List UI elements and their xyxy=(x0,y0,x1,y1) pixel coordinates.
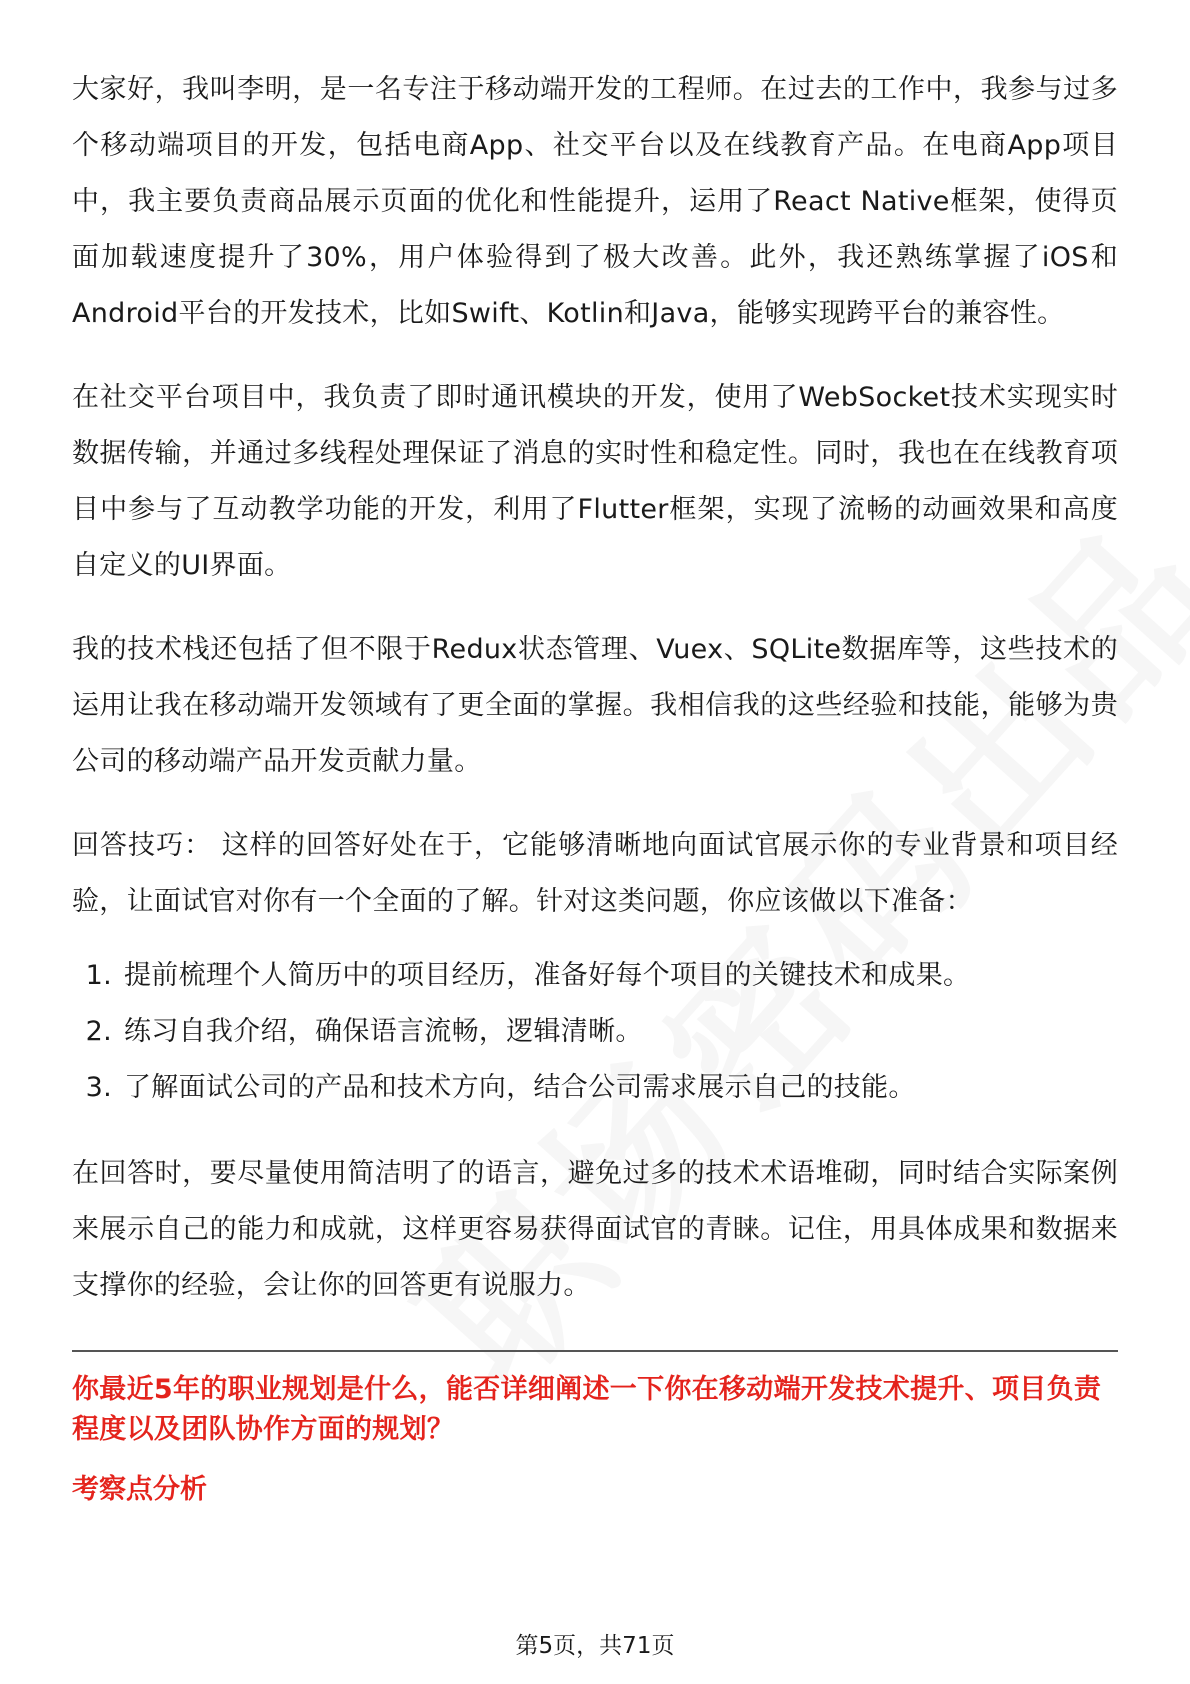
list-text: 了解面试公司的产品和技术方向，结合公司需求展示自己的技能。 xyxy=(124,1072,916,1103)
paragraph-answer-tips: 回答技巧： 这样的回答好处在于，它能够清晰地向面试官展示你的专业背景和项目经验，让面试官对你有一个全面的了解。针对这类问题，你应该做以下准备： xyxy=(72,830,1118,917)
paragraph-closing: 在回答时，要尽量使用简洁明了的语言，避免过多的技术术语堆砌，同时结合实际案例来展示自己的能力和成就，这样更容易获得面试官的青睐。记住，用具体成果和数据来支撑你的经验，会让你的回答更有说服力。 xyxy=(72,1158,1118,1301)
paragraph-intro: 大家好，我叫李明，是一名专注于移动端开发的工程师。在过去的工作中，我参与过多个移动端项目的开发，包括电商App、社交平台以及在线教育产品。在电商App项目中，我主要负责商品展示页面的优化和性能提升，运用了React Native框架，使得页面加载速度提升了30%，用户体验得到了极大改善。此外，我还熟练掌握了iOS和Android平台的开发技术，比如Swift、Kotlin和Java，能够实现跨平台的兼容性。 xyxy=(72,74,1118,329)
list-item xyxy=(72,948,1118,1004)
list-text: 提前梳理个人简历中的项目经历，准备好每个项目的关键技术和成果。 xyxy=(124,960,971,991)
list-item xyxy=(72,1060,1118,1116)
document-page xyxy=(72,62,1118,1510)
paragraph-social-project: 在社交平台项目中，我负责了即时通讯模块的开发，使用了WebSocket技术实现实时数据传输，并通过多线程处理保证了消息的实时性和稳定性。同时，我也在在线教育项目中参与了互动教学功能的开发，利用了Flutter框架，实现了流畅的动画效果和高度自定义的UI界面。 xyxy=(72,382,1118,581)
section-divider xyxy=(72,1350,1118,1352)
analysis-heading: 考察点分析 xyxy=(72,1474,207,1505)
page-footer: 第5页，共71页 xyxy=(515,1633,675,1659)
question-heading: 你最近5年的职业规划是什么，能否详细阐述一下你在移动端开发技术提升、项目负责程度以及团队协作方面的规划？ xyxy=(72,1374,1102,1445)
list-item xyxy=(72,1004,1118,1060)
paragraph-tech-stack: 我的技术栈还包括了但不限于Redux状态管理、Vuex、SQLite数据库等，这些技术的运用让我在移动端开发领域有了更全面的掌握。我相信我的这些经验和技能，能够为贵公司的移动端产品开发贡献力量。 xyxy=(72,634,1118,777)
list-number: 3. xyxy=(85,1072,112,1103)
tips-list xyxy=(72,948,1118,1116)
list-text: 练习自我介绍，确保语言流畅，逻辑清晰。 xyxy=(124,1016,643,1047)
list-number: 2. xyxy=(85,1016,112,1047)
list-number: 1. xyxy=(85,960,112,991)
